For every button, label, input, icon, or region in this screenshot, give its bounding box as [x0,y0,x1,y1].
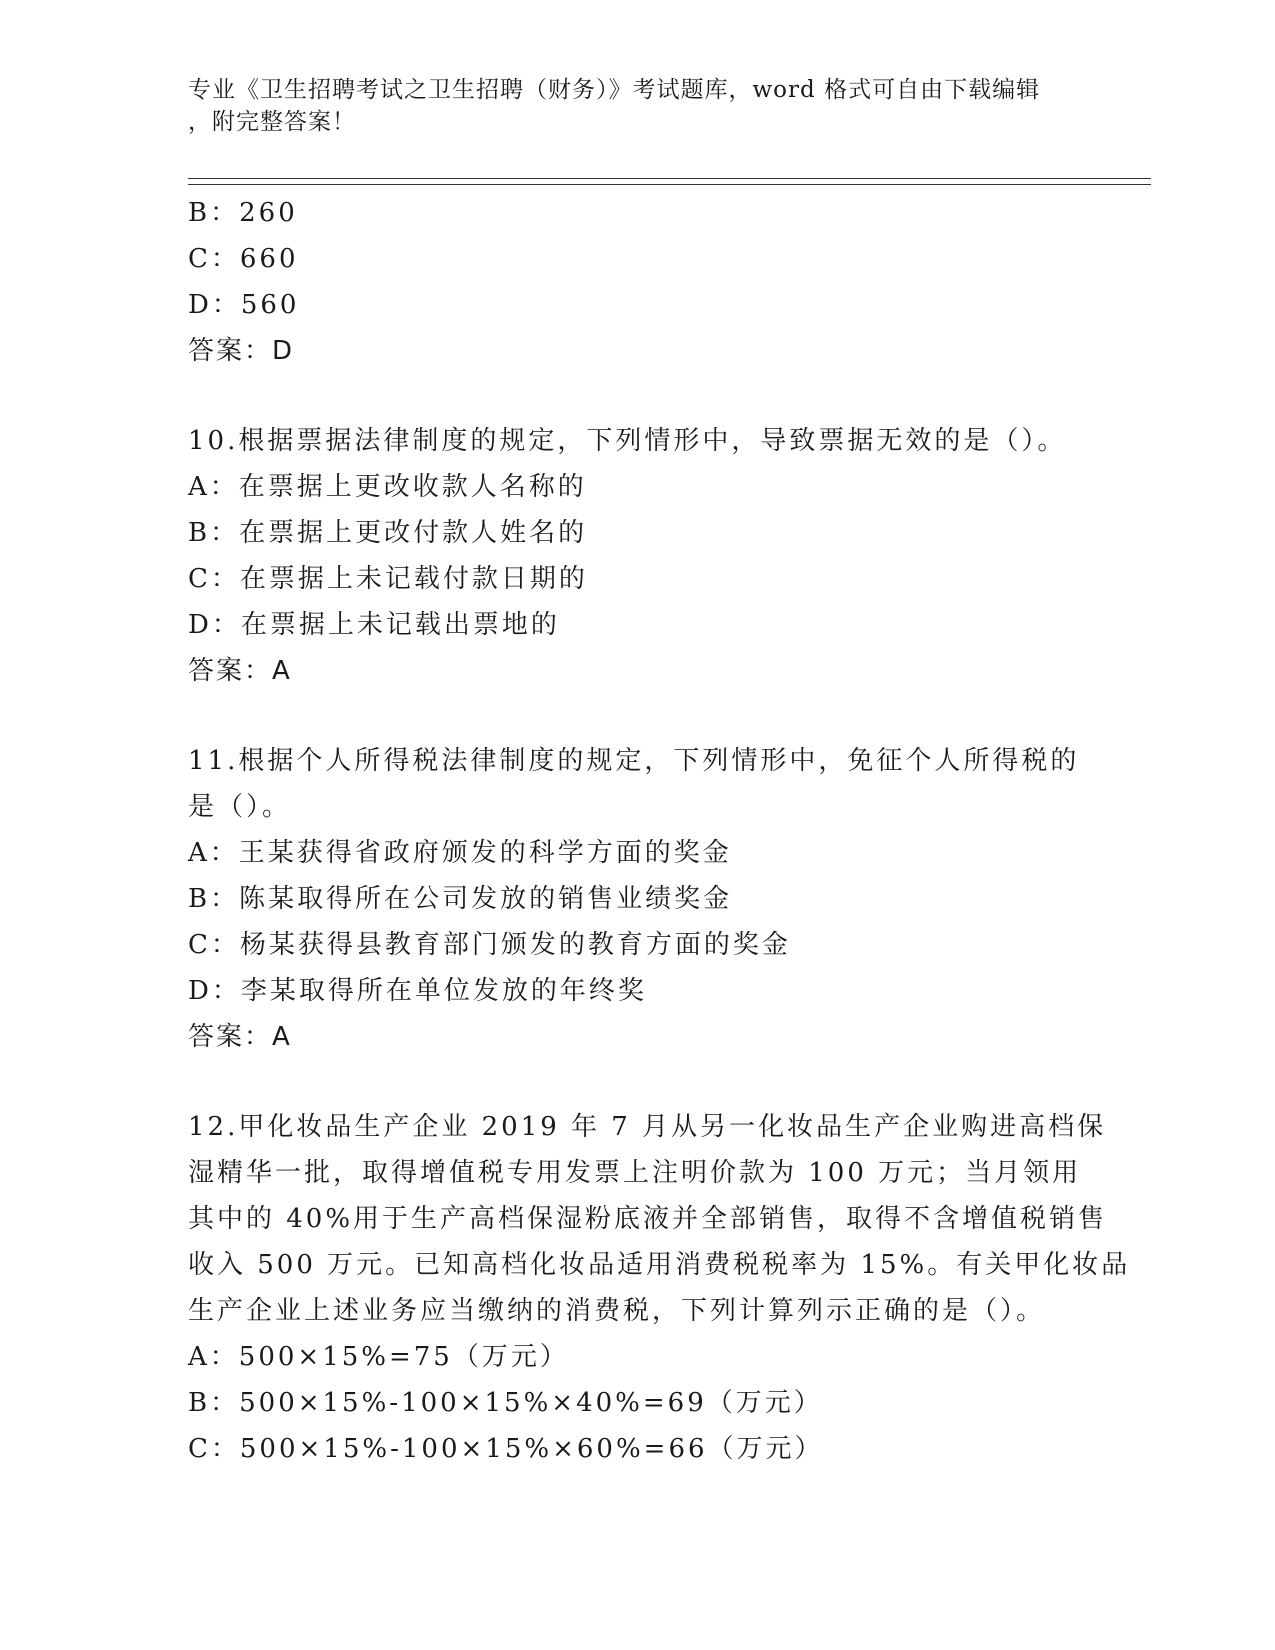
option-d: D：560 [188,290,300,320]
spacer [188,694,1088,738]
question-content [188,190,1131,1472]
question-stem-line-2: 是（）。 [188,792,292,822]
previous-question [188,190,1088,374]
spacer [188,374,1088,418]
option-b: B：陈某取得所在公司发放的销售业绩奖金 [188,884,733,914]
option-a: A：王某获得省政府颁发的科学方面的奖金 [188,838,732,868]
option-c: C：500×15%-100×15%×60%=66（万元） [188,1434,824,1464]
option-d: D：李某取得所在单位发放的年终奖 [188,976,647,1006]
answer-line: 答案：D [188,336,295,366]
header-line-2: ，附完整答案！ [188,109,356,135]
question-stem: 10.根据票据法律制度的规定，下列情形中，导致票据无效的是（）。 [188,426,1067,456]
header-line-1: 专业《卫生招聘考试之卫生招聘（财务）》考试题库，word 格式可自由下载编辑 [188,77,1041,103]
option-c: C：660 [188,244,299,274]
document-header [188,74,1088,138]
question-stem-line-5: 生产企业上述业务应当缴纳的消费税，下列计算列示正确的是（）。 [188,1296,1046,1326]
option-b: B：500×15%-100×15%×40%=69（万元） [188,1388,823,1418]
option-b: B：在票据上更改付款人姓名的 [188,518,588,548]
answer-line: 答案：A [188,656,292,686]
question-stem-line-2: 湿精华一批，取得增值税专用发票上注明价款为 100 万元；当月领用 [188,1158,1082,1188]
question-stem-line-1: 11.根据个人所得税法律制度的规定，下列情形中，免征个人所得税的 [188,746,1080,776]
question-stem-line-4: 收入 500 万元。已知高档化妆品适用消费税税率为 15%。有关甲化妆品 [188,1250,1131,1280]
option-c: C：杨某获得县教育部门颁发的教育方面的奖金 [188,930,791,960]
spacer [188,1060,1088,1104]
question-stem-line-1: 12.甲化妆品生产企业 2019 年 7 月从另一化妆品生产企业购进高档保 [188,1112,1107,1142]
option-c: C：在票据上未记载付款日期的 [188,564,588,594]
option-a: A：在票据上更改收款人名称的 [188,472,587,502]
option-a: A：500×15%=75（万元） [188,1342,569,1372]
option-d: D：在票据上未记载出票地的 [188,610,560,640]
question-12 [188,1104,1131,1472]
question-stem-line-3: 其中的 40%用于生产高档保湿粉底液并全部销售，取得不含增值税销售 [188,1204,1108,1234]
question-10 [188,418,1088,694]
question-11 [188,738,1088,1060]
header-divider [188,178,1151,185]
answer-line: 答案：A [188,1022,292,1052]
option-b: B：260 [188,198,298,228]
